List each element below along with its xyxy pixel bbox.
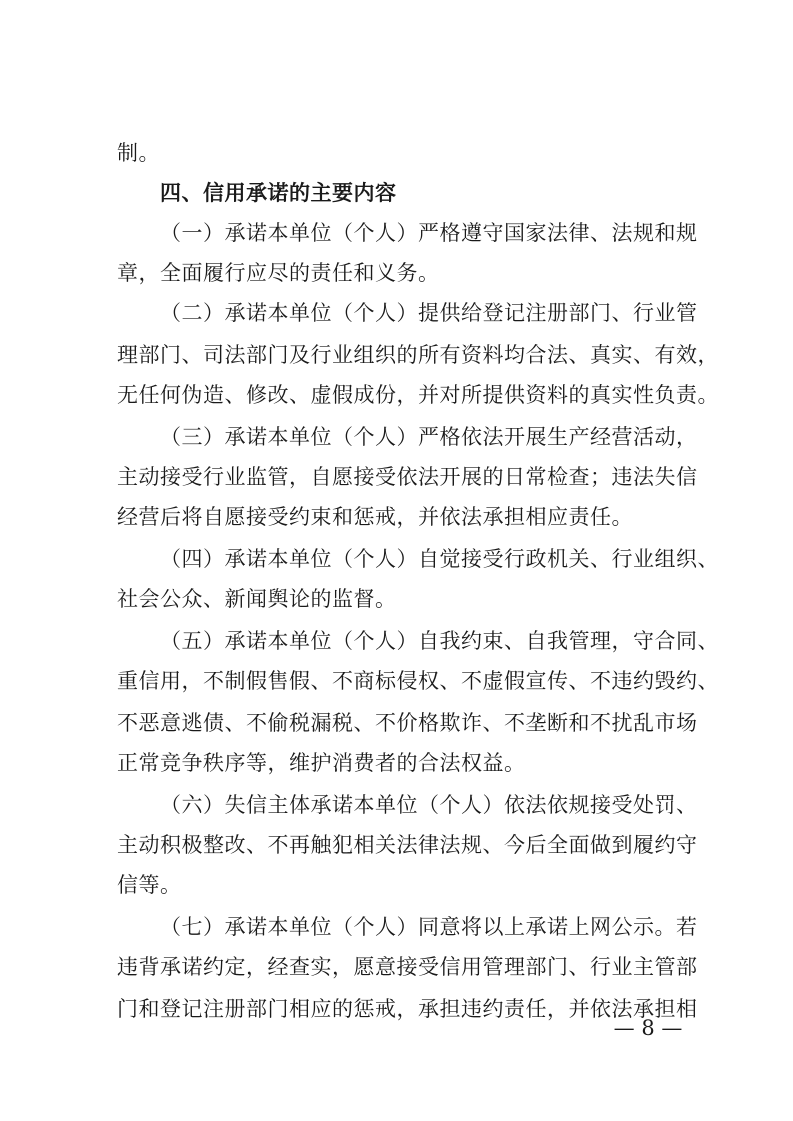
text-line: 无任何伪造、修改、虚假成份，并对所提供资料的真实性负责。 — [117, 383, 719, 407]
text-line: （二）承诺本单位（个人）提供给登记注册部门、行业管 — [160, 301, 698, 325]
text-line: （三）承诺本单位（个人）严格依法开展生产经营活动， — [160, 425, 698, 449]
section-heading: 四、信用承诺的主要内容 — [160, 181, 397, 205]
text-line: 重信用，不制假售假、不商标侵权、不虚假宣传、不违约毁约、 — [117, 669, 719, 693]
text-line: 经营后将自愿接受约束和惩戒，并依法承担相应责任。 — [117, 505, 633, 529]
text-line: 制。 — [117, 141, 160, 165]
text-line: 理部门、司法部门及行业组织的所有资料均合法、真实、有效， — [117, 343, 719, 367]
text-line: （六）失信主体承诺本单位（个人）依法依规接受处罚、 — [160, 793, 698, 817]
text-line: 主动接受行业监管，自愿接受依法开展的日常检查；违法失信 — [117, 465, 698, 489]
text-line: 社会公众、新闻舆论的监督。 — [117, 587, 397, 611]
text-line: （五）承诺本单位（个人）自我约束、自我管理，守合同、 — [160, 629, 719, 653]
text-line: 不恶意逃债、不偷税漏税、不价格欺诈、不垄断和不扰乱市场 — [117, 711, 698, 735]
text-line: （七）承诺本单位（个人）同意将以上承诺上网公示。若 — [160, 915, 698, 939]
text-line: 主动积极整改、不再触犯相关法律法规、今后全面做到履约守 — [117, 833, 698, 857]
text-line: 信等。 — [117, 873, 182, 897]
text-line: 违背承诺约定，经查实，愿意接受信用管理部门、行业主管部 — [117, 955, 698, 979]
text-line: 章，全面履行应尽的责任和义务。 — [117, 261, 440, 285]
text-line: （一）承诺本单位（个人）严格遵守国家法律、法规和规 — [160, 221, 698, 245]
page-number: — 8 — — [613, 1016, 683, 1040]
text-line: （四）承诺本单位（个人）自觉接受行政机关、行业组织、 — [160, 547, 719, 571]
text-line: 正常竞争秩序等，维护消费者的合法权益。 — [117, 751, 526, 775]
text-line: 门和登记注册部门相应的惩戒，承担违约责任，并依法承担相 — [117, 997, 698, 1021]
